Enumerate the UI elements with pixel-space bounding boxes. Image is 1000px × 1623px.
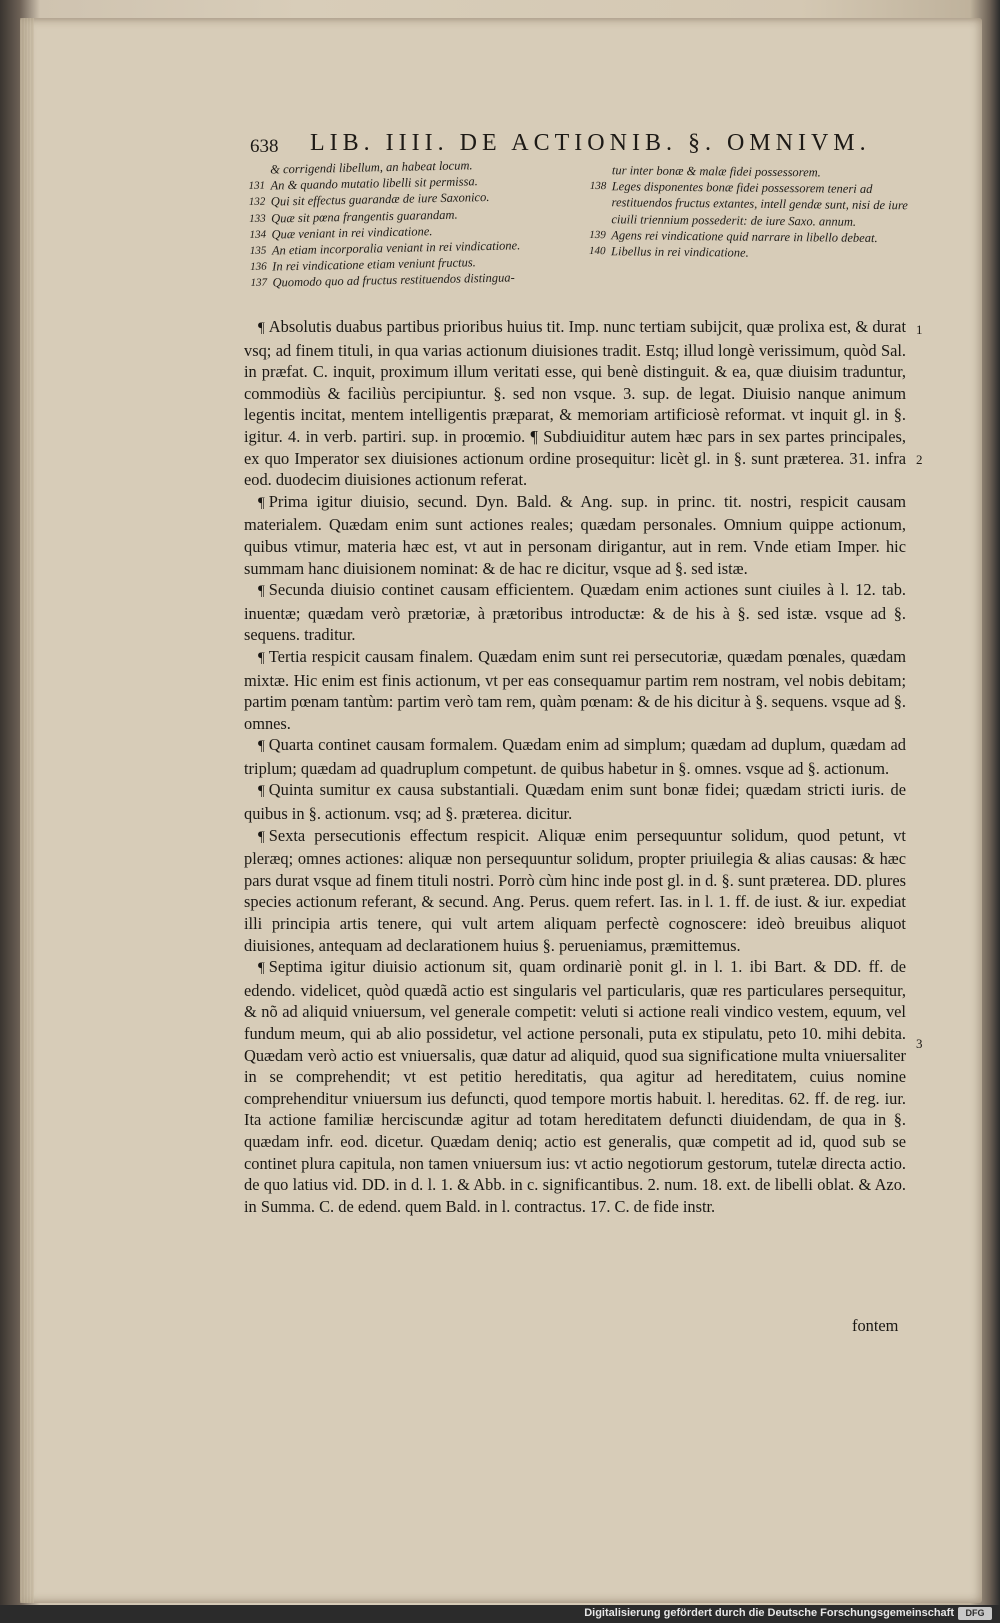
index-entry-text: In rei vindicatione etiam veniunt fructus. <box>272 255 476 274</box>
paragraph <box>244 316 906 491</box>
index-entry-number: 139 <box>589 228 606 241</box>
index-entry-text: Quomodo quo ad fructus restituendos distingua- <box>272 270 515 290</box>
index-entry-text: Leges disponentes bonæ fidei possessorem teneri ad restituendos fructus extantes, intell gendæ sunt, nisi de iure ciuili triennium possederit: de iure Saxo. annum. <box>611 179 908 229</box>
index-entry-number: 134 <box>249 228 267 241</box>
paragraph-mark: ¶ <box>258 649 265 666</box>
paragraph <box>244 825 906 957</box>
page-edge <box>20 18 34 1603</box>
page-number: 638 <box>250 136 279 157</box>
paragraph <box>244 779 906 824</box>
index-entry-text: An & quando mutatio libelli sit permissa. <box>270 174 478 193</box>
index-entry-number: 138 <box>589 180 607 193</box>
index-entry-text: Libellus in rei vindicatione. <box>610 244 749 260</box>
catchword: fontem <box>852 1316 899 1335</box>
running-title: LIB. IIII. DE ACTIONIB. §. OMNIVM. <box>310 130 871 156</box>
paragraph-text: Septima igitur diuisio actionum sit, quam ordinariè ponit gl. in l. 1. ibi Bart. & DD. ff. de edendo. videlicet, quòd quædã actio est singularis vel particularis, quæ res particulares persequitur, & nõ ad aliquid vniuersum, vel generale competit: veluti si actione reali vindico vestem, equum, vel fundum meum, qui ab alio possidetur, vel actione personali, puta ex stipulatu, peto 10. mihi debita. Quædam verò actio est vniuersalis, quæ datur ad aliquid, quod sua significatione multa vniuersaliter in se comprehendit; vt est petitio hereditatis, qua agitur ad hereditatem, cuius nomine comprehenditur vniuersum ius defuncti, quod tempore mortis habuit. l. hereditas. 62. ff. de reg. iur. Ita actione familiæ herciscundæ agitur ad totam hereditatem defuncti diuidendam, de qua in §. quædam infr. eod. dicetur. Quædam deniq; actio est generalis, quæ competit ad id, quod sub se continet plura capitula, non tamen vniuersum ius: vt actio negotiorum gestorum, tutelæ directa actio. de quo latius vid. DD. in d. l. 1. & Abb. in c. significantibus. 2. num. 18. ext. de libelli oblat. & Azo. in Summa. C. de edend. quem Bald. in l. contractus. 17. C. de fide instr. <box>244 957 906 1216</box>
paragraph-text: Secunda diuisio continet causam efficientem. Quædam enim actiones sunt ciuiles à l. 12. tab. inuentæ; quædam verò prætoriæ, à prætoribus introductæ: & de his à §. sed istæ. vsque ad §. sequens. traditur. <box>244 580 906 645</box>
index-entry-number: 131 <box>248 179 266 193</box>
paragraph-mark: ¶ <box>258 783 265 800</box>
paragraph <box>244 956 906 1217</box>
digitization-footer <box>0 1605 1000 1623</box>
index-entry-number: 140 <box>589 245 606 258</box>
paragraph-text: Prima igitur diuisio, secund. Dyn. Bald. & Ang. sup. in princ. tit. nostri, respicit causam materialem. Quædam enim sunt actiones reales; quædam personales. Omnium quippe actionum, quibus vtimur, materia hæc est, vt aut in personam dirigantur, aut in rem. Vnde etiam Imper. hic summam hanc diuisionem nominat: & de hac re dicitur, vsque ad §. sed istæ. <box>244 491 906 578</box>
paragraph-mark: ¶ <box>258 960 265 977</box>
index-entry-number: 132 <box>248 196 266 209</box>
index-entry-number: 135 <box>249 244 267 257</box>
index-entry-text: Qui sit effectus guarandæ de iure Saxonico. <box>270 190 490 209</box>
paragraph-text: Sexta persecutionis effectum respicit. Aliquæ enim persequuntur solidum, quod petunt, vt pleræq; omnes actiones: aliquæ non persequuntur solidum, propter priuilegia & alias causas: & hæc pars durat vsque ad finem tituli nostri. Porrò cùm hinc inde post gl. in d. §. sunt præterea. DD. plures species actionum referant, & secund. Ang. Perus. quem refert. Ias. in l. 1. ff. de iust. & iur. expediat illi principia artis tenere, qui vult artem aliquam perfectè cognoscere: ideò breuibus aliquot diuisiones, antequam ad declarationem huius §. perueniamus, præmittemus. <box>244 825 906 955</box>
paragraph-text: Tertia respicit causam finalem. Quædam enim sunt rei persecutoriæ, quædam pœnales, quædam mixtæ. Hic enim est finis actionum, vt per eas consequamur partim rem nostram, vel nobis debitam; partim pœnam tantùm: partim verò tam rem, quàm pœnam: & de his dicitur à §. sequens. vsque ad §. omnes. <box>244 646 906 733</box>
index-entry-text: Quæ veniant in rei vindicatione. <box>271 223 433 242</box>
main-text <box>244 316 906 1217</box>
margin-note-number: 3 <box>916 1036 923 1051</box>
paragraph-mark: ¶ <box>258 738 265 755</box>
paragraph <box>244 579 906 646</box>
paragraph-mark: ¶ <box>258 828 265 845</box>
index-entry-text: Agens rei vindicatione quid narrare in libello debeat. <box>611 228 878 245</box>
paragraph <box>244 734 906 779</box>
paragraph <box>244 646 906 734</box>
dfg-logo: DFG <box>958 1607 992 1620</box>
paragraph-text: Quinta sumitur ex causa substantiali. Quædam enim sunt bonæ fidei; quædam stricti iuris. de quibus in §. actionum. vsq; ad §. præterea. dicitur. <box>244 780 906 824</box>
index-entry-number: 136 <box>250 260 267 274</box>
index-entry-text: Quæ sit pœna frangentis guarandam. <box>271 207 458 226</box>
summary-index-right <box>589 162 915 263</box>
paragraph-mark: ¶ <box>258 320 265 336</box>
index-entry <box>589 243 914 263</box>
margin-note-number: 1 <box>916 322 923 337</box>
paragraph <box>244 491 906 579</box>
index-entry-text: tur inter bonæ & malæ fidei possessorem. <box>611 163 821 180</box>
summary-index-left <box>248 155 581 292</box>
index-entry <box>589 178 914 230</box>
margin-note-number: 2 <box>916 452 923 467</box>
index-entry-text: & corrigendi libellum, an habeat locum. <box>270 158 473 177</box>
paragraph-text: Absolutis duabus partibus prioribus huius tit. Imp. nunc tertiam subijcit, quæ prolixa est, & durat vsq; ad finem tituli, in qua varias actionum diuisiones tradit. Estq; illud longè verissimum, quòd Sal. in præfat. C. inquit, proximum illum veritati esse, qui benè distinguit. & ea, quæ diuisim traduntur, commodiùs & faciliùs percipiuntur. §. sed non vsque. 3. sup. de legat. Diuisio nanque animum legentis incitat, mentem intelligentis præparat, & memoriam artificiosè reformat. vt inquit gl. in §. igitur. 4. in verb. partiri. sup. in proœmio. ¶ Subdiuiditur autem hæc pars in sex partes principales, ex quo Imperator sex diuisiones actionum ordine prosequitur: licèt gl. in §. sunt præterea. 31. infra eod. duodecim diuisiones actionum referat. <box>244 317 906 490</box>
paragraph-mark: ¶ <box>258 494 265 511</box>
funding-notice: Digitalisierung gefördert durch die Deutsche Forschungsgemeinschaft <box>584 1607 954 1619</box>
paragraph-mark: ¶ <box>258 583 265 600</box>
index-entry-number: 137 <box>250 277 268 290</box>
index-entry-text: An etiam incorporalia veniant in rei vindicatione. <box>271 238 521 258</box>
paragraph-text: Quarta continet causam formalem. Quædam enim ad simplum; quædam ad duplum, quædam ad triplum; quædam ad quadruplum competunt. de quibus habetur in §. omnes. vsque ad §. actionum. <box>244 735 906 778</box>
index-entry-number: 133 <box>249 212 266 225</box>
